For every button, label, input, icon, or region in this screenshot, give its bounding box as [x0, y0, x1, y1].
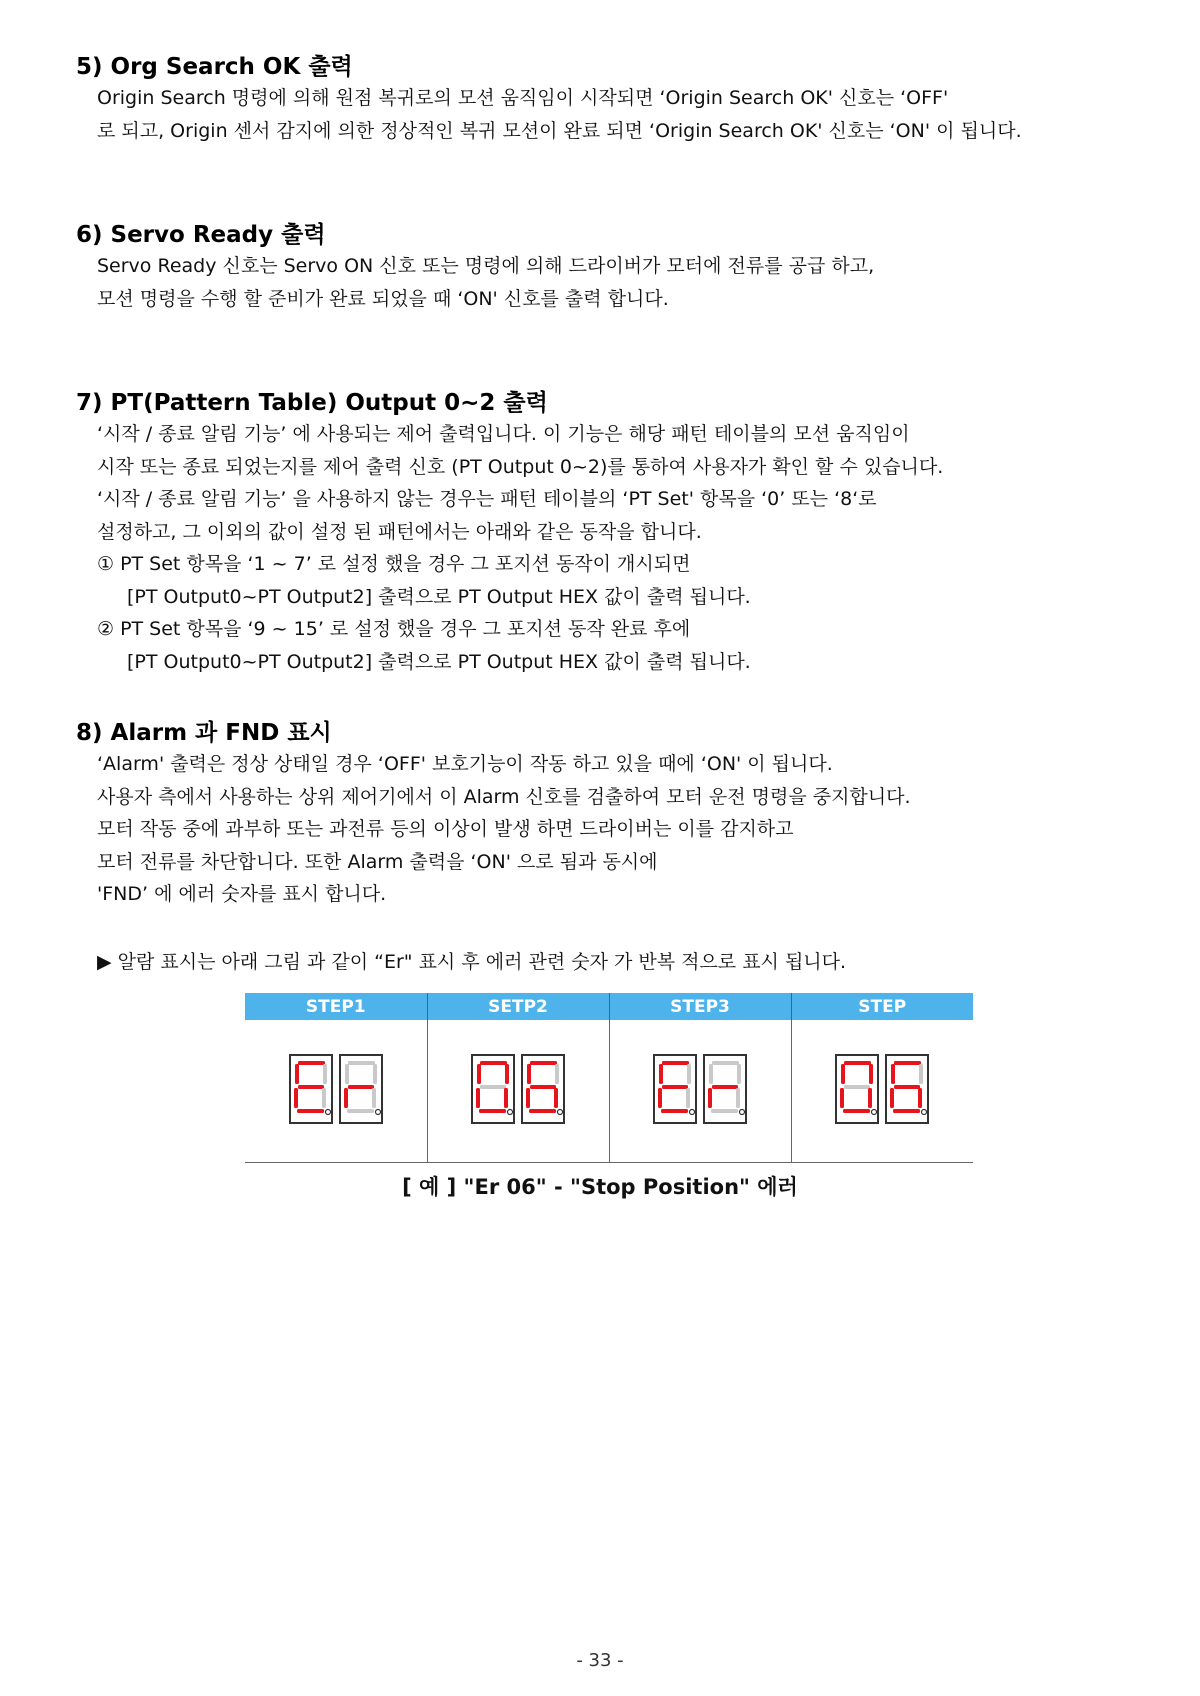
- table-header-cell: STEP3: [609, 993, 791, 1020]
- section-alarm-fnd: [76, 718, 1136, 911]
- segment-b: [323, 1064, 327, 1084]
- seven-segment-digit: [289, 1054, 333, 1124]
- decimal-point: [375, 1110, 380, 1115]
- digit-svg: [703, 1054, 747, 1124]
- digit-svg: [835, 1054, 879, 1124]
- list-item-continuation: [PT Output0~PT Output2] 출력으로 PT Output HEX 값이 출력 됩니다.: [127, 650, 751, 673]
- segment-a: [348, 1061, 375, 1065]
- segment-d: [661, 1109, 688, 1113]
- segment-a: [480, 1061, 507, 1065]
- seven-segment-digit: [471, 1054, 515, 1124]
- segment-f: [295, 1064, 299, 1084]
- seven-segment-digit: [835, 1054, 879, 1124]
- section-org-search-ok: [76, 52, 1136, 147]
- decimal-point: [740, 1110, 745, 1115]
- segment-c: [554, 1088, 558, 1108]
- segment-e: [344, 1088, 348, 1108]
- body-line: Origin Search 명령에 의해 원점 복귀로의 모션 움직임이 시작되면 ‘Origin Search OK' 신호는 ‘OFF': [97, 87, 949, 109]
- segment-c: [868, 1088, 872, 1108]
- fnd-display-table: [245, 993, 973, 1163]
- segment-f: [477, 1064, 481, 1084]
- segment-e: [476, 1088, 480, 1108]
- body-line: 설정하고, 그 이외의 값이 설정 된 패턴에서는 아래와 같은 동작을 합니다.: [97, 520, 702, 543]
- list-item: ② PT Set 항목을 ‘9 ~ 15’ 로 설정 했을 경우 그 포지션 동작 완료 후에: [97, 618, 691, 640]
- segment-b: [505, 1064, 509, 1084]
- segment-d: [711, 1109, 738, 1113]
- segment-f: [841, 1064, 845, 1084]
- digit-svg: [521, 1054, 565, 1124]
- fnd-digit-pair: [471, 1054, 565, 1124]
- segment-a: [298, 1061, 325, 1065]
- section-heading: 7) PT(Pattern Table) Output 0~2 출력: [76, 390, 548, 416]
- seven-segment-digit: [703, 1054, 747, 1124]
- body-line: 모터 작동 중에 과부하 또는 과전류 등의 이상이 발생 하면 드라이버는 이를 감지하고: [97, 818, 794, 840]
- decimal-point: [325, 1110, 330, 1115]
- body-line: 로 되고, Origin 센서 감지에 의한 정상적인 복귀 모션이 완료 되면 ‘Origin Search OK' 신호는 ‘ON' 이 됩니다.: [97, 119, 1022, 142]
- segment-e: [890, 1088, 894, 1108]
- segment-f: [709, 1064, 713, 1084]
- segment-b: [555, 1064, 559, 1084]
- segment-d: [893, 1109, 920, 1113]
- segment-c: [686, 1088, 690, 1108]
- list-item-continuation: [PT Output0~PT Output2] 출력으로 PT Output HEX 값이 출력 됩니다.: [127, 585, 751, 608]
- segment-b: [373, 1064, 377, 1084]
- section-body: [97, 748, 1136, 911]
- body-line: ‘시작 / 종료 알림 기능’ 을 사용하지 않는 경우는 패턴 테이블의 ‘PT Set' 항목을 ‘0’ 또는 ‘8‘로: [97, 488, 877, 510]
- digit-svg: [653, 1054, 697, 1124]
- segment-b: [687, 1064, 691, 1084]
- body-line: 모터 전류를 차단합니다. 또한 Alarm 출력을 ‘ON' 으로 됨과 동시에: [97, 850, 658, 873]
- segment-c: [918, 1088, 922, 1108]
- table-header-row: [245, 993, 973, 1020]
- digit-svg: [339, 1054, 383, 1124]
- segment-b: [737, 1064, 741, 1084]
- segment-e: [708, 1088, 712, 1108]
- section-pt-output: [76, 388, 1136, 678]
- body-line: ‘시작 / 종료 알림 기능’ 에 사용되는 제어 출력입니다. 이 기능은 해당 패턴 테이블의 모션 움직임이: [97, 423, 910, 445]
- body-line: ‘Alarm' 출력은 정상 상태일 경우 ‘OFF' 보호기능이 작동 하고 있을 때에 ‘ON' 이 됩니다.: [97, 753, 833, 775]
- segment-d: [479, 1109, 506, 1113]
- section-body: [97, 82, 1136, 147]
- segment-c: [736, 1088, 740, 1108]
- segment-e: [294, 1088, 298, 1108]
- segment-g: [348, 1085, 374, 1089]
- segment-a: [530, 1061, 557, 1065]
- segment-f: [527, 1064, 531, 1084]
- segment-g: [844, 1085, 870, 1089]
- segment-c: [322, 1088, 326, 1108]
- body-line: 시작 또는 종료 되었는지를 제어 출력 신호 (PT Output 0~2)를 통하여 사용자가 확인 할 수 있습니다.: [97, 455, 944, 478]
- list-item: ① PT Set 항목을 ‘1 ~ 7’ 로 설정 했을 경우 그 포지션 동작이 개시되면: [97, 553, 691, 575]
- segment-c: [372, 1088, 376, 1108]
- segment-d: [347, 1109, 374, 1113]
- body-line: 사용자 측에서 사용하는 상위 제어기에서 이 Alarm 신호를 검출하여 모터 운전 명령을 중지합니다.: [97, 785, 911, 808]
- section-heading: 6) Servo Ready 출력: [76, 222, 326, 248]
- section-servo-ready: [76, 220, 1136, 315]
- decimal-point: [922, 1110, 927, 1115]
- table-header-cell: STEP: [791, 993, 973, 1020]
- body-line: Servo Ready 신호는 Servo ON 신호 또는 명령에 의해 드라이버가 모터에 전류를 공급 하고,: [97, 255, 875, 277]
- fnd-digit-pair: [653, 1054, 747, 1124]
- digit-svg: [289, 1054, 333, 1124]
- segment-a: [894, 1061, 921, 1065]
- seven-segment-digit: [885, 1054, 929, 1124]
- table-row: [245, 1020, 973, 1162]
- segment-g: [530, 1085, 556, 1089]
- segment-a: [662, 1061, 689, 1065]
- segment-e: [658, 1088, 662, 1108]
- digit-svg: [885, 1054, 929, 1124]
- section-heading: 5) Org Search OK 출력: [76, 54, 353, 80]
- decimal-point: [558, 1110, 563, 1115]
- segment-f: [659, 1064, 663, 1084]
- segment-f: [891, 1064, 895, 1084]
- segment-f: [345, 1064, 349, 1084]
- decimal-point: [690, 1110, 695, 1115]
- section-body: [97, 250, 1136, 315]
- fnd-cell: [791, 1020, 973, 1162]
- segment-c: [504, 1088, 508, 1108]
- section-heading: 8) Alarm 과 FND 표시: [76, 720, 332, 746]
- segment-g: [894, 1085, 920, 1089]
- digit-svg: [471, 1054, 515, 1124]
- seven-segment-digit: [653, 1054, 697, 1124]
- segment-d: [529, 1109, 556, 1113]
- segment-e: [840, 1088, 844, 1108]
- decimal-point: [508, 1110, 513, 1115]
- segment-a: [712, 1061, 739, 1065]
- section-body: [97, 418, 1136, 678]
- segment-g: [712, 1085, 738, 1089]
- fnd-cell: [427, 1020, 609, 1162]
- fnd-digit-pair: [289, 1054, 383, 1124]
- alarm-display-note: ▶ 알람 표시는 아래 그림 과 같이 “Er" 표시 후 에러 관련 숫자 가 반복 적으로 표시 됩니다.: [97, 951, 847, 973]
- segment-e: [526, 1088, 530, 1108]
- segment-b: [869, 1064, 873, 1084]
- segment-g: [662, 1085, 688, 1089]
- page-number: - 33 -: [576, 1650, 624, 1671]
- seven-segment-digit: [521, 1054, 565, 1124]
- fnd-cell: [609, 1020, 791, 1162]
- segment-g: [480, 1085, 506, 1089]
- decimal-point: [872, 1110, 877, 1115]
- segment-b: [919, 1064, 923, 1084]
- segment-d: [297, 1109, 324, 1113]
- seven-segment-digit: [339, 1054, 383, 1124]
- body-line: 'FND’ 에 에러 숫자를 표시 합니다.: [97, 883, 387, 905]
- segment-g: [298, 1085, 324, 1089]
- body-line: 모션 명령을 수행 할 준비가 완료 되었을 때 ‘ON' 신호를 출력 합니다.: [97, 287, 669, 310]
- segment-a: [844, 1061, 871, 1065]
- fnd-cell: [245, 1020, 427, 1162]
- segment-d: [843, 1109, 870, 1113]
- fnd-digit-pair: [835, 1054, 929, 1124]
- table-header-cell: SETP2: [427, 993, 609, 1020]
- figure-caption: [ 예 ] "Er 06" - "Stop Position" 에러: [402, 1175, 798, 1199]
- table-header-cell: STEP1: [245, 993, 427, 1020]
